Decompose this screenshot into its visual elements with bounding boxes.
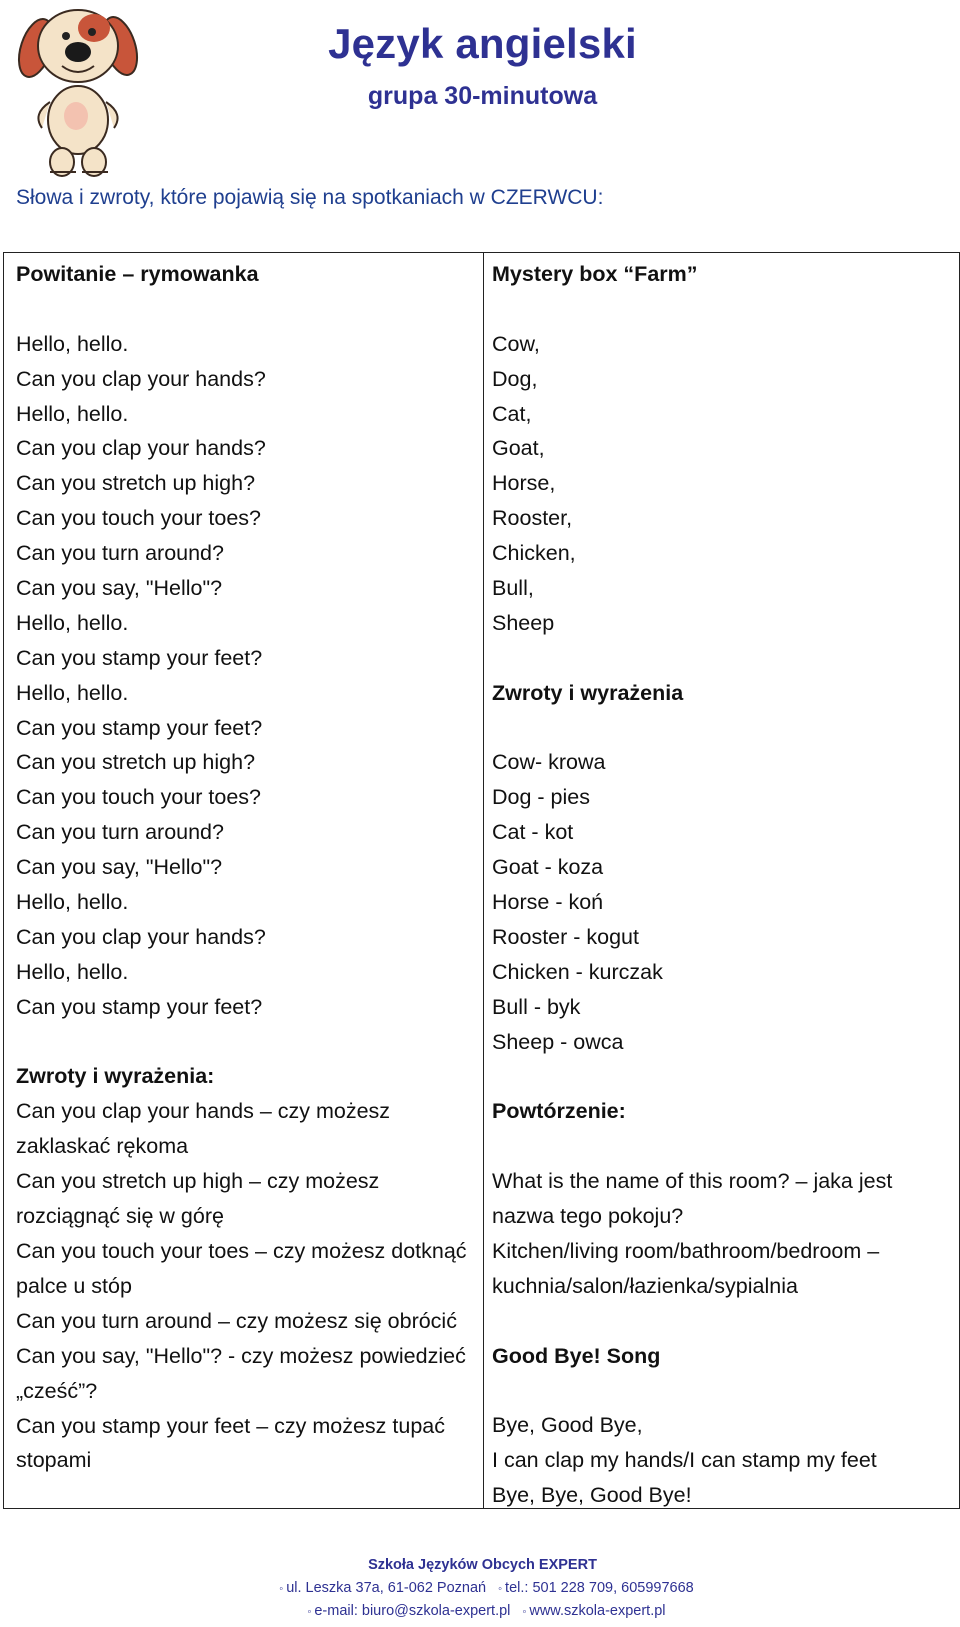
- translation-item: Goat - koza: [492, 855, 604, 880]
- rhyme-line: Can you turn around?: [16, 541, 224, 566]
- rhyme-line: Can you clap your hands?: [16, 924, 266, 949]
- phrase-item: Can you touch your toes – czy możesz dotknąć palce u stóp: [16, 1239, 467, 1298]
- rhyme-line: Can you clap your hands?: [16, 436, 266, 461]
- animal-item: Cat,: [492, 401, 532, 426]
- bullet-icon: ◦: [522, 1606, 527, 1618]
- page-title: Język angielski: [328, 20, 637, 67]
- animal-item: Chicken,: [492, 541, 576, 566]
- footer-contact-line: [0, 1580, 960, 1596]
- rhyme-line: Can you clap your hands?: [16, 366, 266, 391]
- section-heading-mystery-box: Mystery box “Farm”: [492, 262, 698, 286]
- song-line: Bye, Good Bye,: [492, 1413, 643, 1438]
- rhyme-list: [16, 327, 471, 1025]
- rhyme-line: Hello, hello.: [16, 401, 129, 426]
- left-column: [16, 257, 471, 1478]
- right-column: [492, 257, 954, 1513]
- section-heading-welcome: Powitanie – rymowanka: [16, 262, 259, 286]
- spacer: [492, 1059, 954, 1094]
- animal-item: Goat,: [492, 436, 545, 461]
- spacer: [492, 711, 954, 746]
- section-heading-translations: Zwroty i wyrażenia: [492, 680, 684, 705]
- animal-item: Bull,: [492, 576, 534, 601]
- translation-item: Dog - pies: [492, 785, 590, 810]
- animal-item: Sheep: [492, 610, 555, 635]
- animal-item: Dog,: [492, 366, 538, 391]
- bullet-icon: ◦: [279, 1583, 284, 1595]
- spacer: [492, 292, 954, 327]
- translation-item: Cow- krowa: [492, 750, 606, 775]
- animal-item: Rooster,: [492, 506, 573, 531]
- footer-address: ul. Leszka 37a, 61-062 Poznań: [286, 1580, 487, 1596]
- translation-item: Chicken - kurczak: [492, 959, 663, 984]
- page-subtitle: grupa 30-minutowa: [367, 82, 598, 110]
- phrases-list: [16, 1094, 471, 1478]
- rhyme-line: Can you stretch up high?: [16, 471, 256, 496]
- translation-list: [492, 745, 954, 1059]
- rhyme-line: Can you stamp your feet?: [16, 645, 263, 670]
- footer-phone: tel.: 501 228 709, 605997668: [505, 1580, 694, 1596]
- spacer: [16, 1025, 471, 1060]
- rhyme-line: Hello, hello.: [16, 331, 129, 356]
- footer-school-name: Szkoła Języków Obcych EXPERT: [368, 1557, 597, 1573]
- animal-item: Cow,: [492, 331, 540, 356]
- spacer: [492, 641, 954, 676]
- translation-item: Sheep - owca: [492, 1029, 624, 1054]
- phrase-item: Can you stamp your feet – czy możesz tupać stopami: [16, 1413, 446, 1473]
- phrase-item: Can you turn around – czy możesz się obrócić: [16, 1308, 457, 1333]
- bullet-icon: ◦: [307, 1606, 312, 1618]
- review-list: [492, 1164, 954, 1304]
- rhyme-line: Can you touch your toes?: [16, 785, 262, 810]
- rhyme-line: Can you stamp your feet?: [16, 715, 263, 740]
- footer-website[interactable]: www.szkola-expert.pl: [529, 1603, 666, 1619]
- translation-item: Rooster - kogut: [492, 924, 639, 949]
- column-divider: [483, 253, 484, 1508]
- translation-item: Cat - kot: [492, 820, 574, 845]
- review-item: What is the name of this room? – jaka jest nazwa tego pokoju?: [492, 1169, 893, 1229]
- rhyme-line: Hello, hello.: [16, 890, 129, 915]
- review-item: Kitchen/living room/bathroom/bedroom – kuchnia/salon/łazienka/sypialnia: [492, 1238, 880, 1298]
- phrase-item: Can you clap your hands – czy możesz zaklaskać rękoma: [16, 1099, 391, 1159]
- rhyme-line: Can you stamp your feet?: [16, 994, 263, 1019]
- rhyme-line: Hello, hello.: [16, 680, 129, 705]
- rhyme-line: Can you stretch up high?: [16, 750, 256, 775]
- rhyme-line: Hello, hello.: [16, 959, 129, 984]
- footer-web-line: [0, 1603, 960, 1619]
- rhyme-line: Hello, hello.: [16, 610, 129, 635]
- phrase-item: Can you stretch up high – czy możesz rozciągnąć się w górę: [16, 1169, 380, 1229]
- animal-list: [492, 327, 954, 641]
- animal-item: Horse,: [492, 471, 556, 496]
- translation-item: Horse - koń: [492, 890, 604, 915]
- song-lyrics: [492, 1408, 954, 1513]
- content-table: [3, 252, 960, 1509]
- intro-text: Słowa i zwroty, które pojawią się na spotkaniach w CZERWCU:: [16, 186, 604, 209]
- spacer: [492, 1374, 954, 1409]
- spacer: [492, 1129, 954, 1164]
- spacer: [16, 292, 471, 327]
- footer-email[interactable]: e-mail: biuro@szkola-expert.pl: [314, 1603, 511, 1619]
- phrase-item: Can you say, "Hello"? - czy możesz powiedzieć „cześć”?: [16, 1343, 466, 1403]
- rhyme-line: Can you turn around?: [16, 820, 224, 845]
- song-line: I can clap my hands/I can stamp my feet: [492, 1448, 877, 1473]
- translation-item: Bull - byk: [492, 994, 581, 1019]
- section-heading-song: Good Bye! Song: [492, 1343, 661, 1368]
- rhyme-line: Can you touch your toes?: [16, 506, 262, 531]
- section-heading-review: Powtórzenie:: [492, 1099, 626, 1124]
- spacer: [492, 1304, 954, 1339]
- section-heading-phrases: Zwroty i wyrażenia:: [16, 1064, 215, 1089]
- rhyme-line: Can you say, "Hello"?: [16, 576, 223, 601]
- song-line: Bye, Bye, Good Bye!: [492, 1483, 692, 1508]
- bullet-icon: ◦: [498, 1583, 503, 1595]
- rhyme-line: Can you say, "Hello"?: [16, 855, 223, 880]
